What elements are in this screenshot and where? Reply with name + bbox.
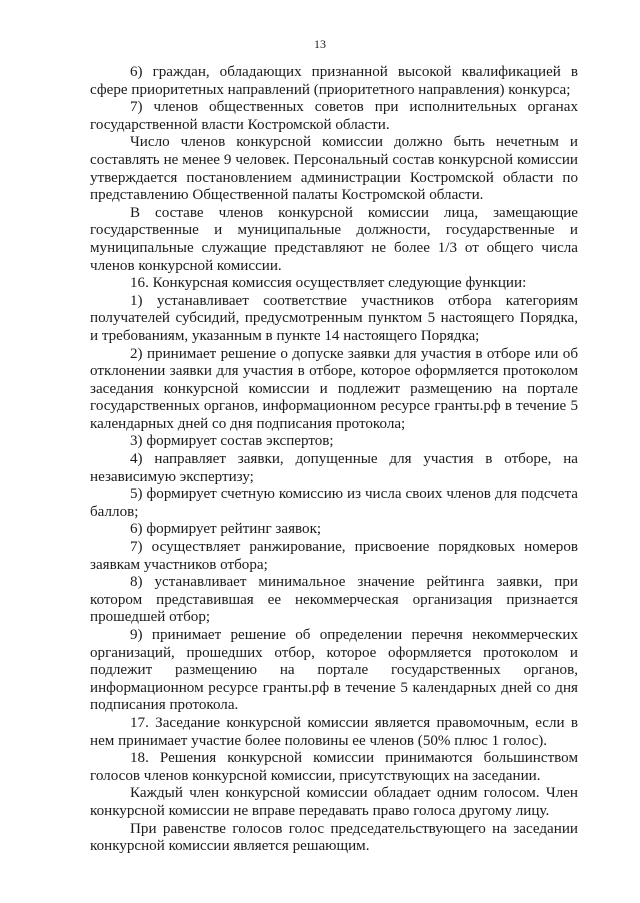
paragraph: Каждый член конкурсной комиссии обладает одним голосом. Член конкурсной комиссии не вправе передавать право голоса другому лицу. <box>90 785 578 819</box>
page-number: 13 <box>314 37 326 51</box>
paragraph: 5) формирует счетную комиссию из числа своих членов для подсчета баллов; <box>90 486 578 520</box>
paragraph: 3) формирует состав экспертов; <box>130 433 334 450</box>
paragraph: 4) направляет заявки, допущенные для участия в отборе, на независимую экспертизу; <box>90 451 578 485</box>
paragraph: 16. Конкурсная комиссия осуществляет следующие функции: <box>130 275 527 292</box>
paragraph: 18. Решения конкурсной комиссии принимаются большинством голосов членов конкурсной комиссии, присутствующих на заседании. <box>90 750 578 784</box>
paragraph: 8) устанавливает минимальное значение рейтинга заявки, при котором представившая ее некоммерческая организация признается прошедшей отбор; <box>90 574 578 626</box>
paragraph: 17. Заседание конкурсной комиссии является правомочным, если в нем принимает участие более половины ее членов (50% плюс 1 голос). <box>90 714 578 749</box>
paragraph: 6) формирует рейтинг заявок; <box>130 521 322 538</box>
paragraph: 2) принимает решение о допуске заявки для участия в отборе или об отклонении заявки для участия в отборе, которое оформляется протоколом заседания конкурсной комиссии и подлежит размещению на портале государственных органов, информационном ресурсе гранты.рф в течение 5 календарных дней со дня подписания протокола; <box>90 345 578 432</box>
paragraph: Число членов конкурсной комиссии должно быть нечетным и составлять не менее 9 человек. Персональный состав конкурсной комиссии утверждается постановлением администрации Костромской области по представлению Общественной палаты Костромской области. <box>90 134 578 204</box>
paragraph: 6) граждан, обладающих признанной высокой квалификацией в сфере приоритетных направлений (приоритетного направления) конкурса; <box>90 64 578 98</box>
paragraph: При равенстве голосов голос председательствующего на заседании конкурсной комиссии является решающим. <box>90 820 578 855</box>
paragraph: В составе членов конкурсной комиссии лица, замещающие государственные и муниципальные должности, государственные и муниципальные служащие представляют не более 1/3 от общего числа членов конкурсной комиссии. <box>90 204 578 274</box>
paragraph: 7) членов общественных советов при исполнительных органах государственной власти Костромской области. <box>90 99 578 133</box>
paragraph: 1) устанавливает соответствие участников отбора категориям получателей субсидий, предусмотренным пунктом 5 настоящего Порядка, и требованиям, указанным в пункте 14 настоящего Порядка; <box>90 292 578 344</box>
document-body <box>90 64 578 856</box>
paragraph: 7) осуществляет ранжирование, присвоение порядковых номеров заявкам участников отбора; <box>90 539 578 573</box>
paragraph: 9) принимает решение об определении перечня некоммерческих организаций, прошедших отбор, которое оформляется протоколом и подлежит размещению на портале государственных органов, информационном ресурсе гранты.рф в течение 5 календарных дней со дня подписания протокола. <box>90 627 578 714</box>
